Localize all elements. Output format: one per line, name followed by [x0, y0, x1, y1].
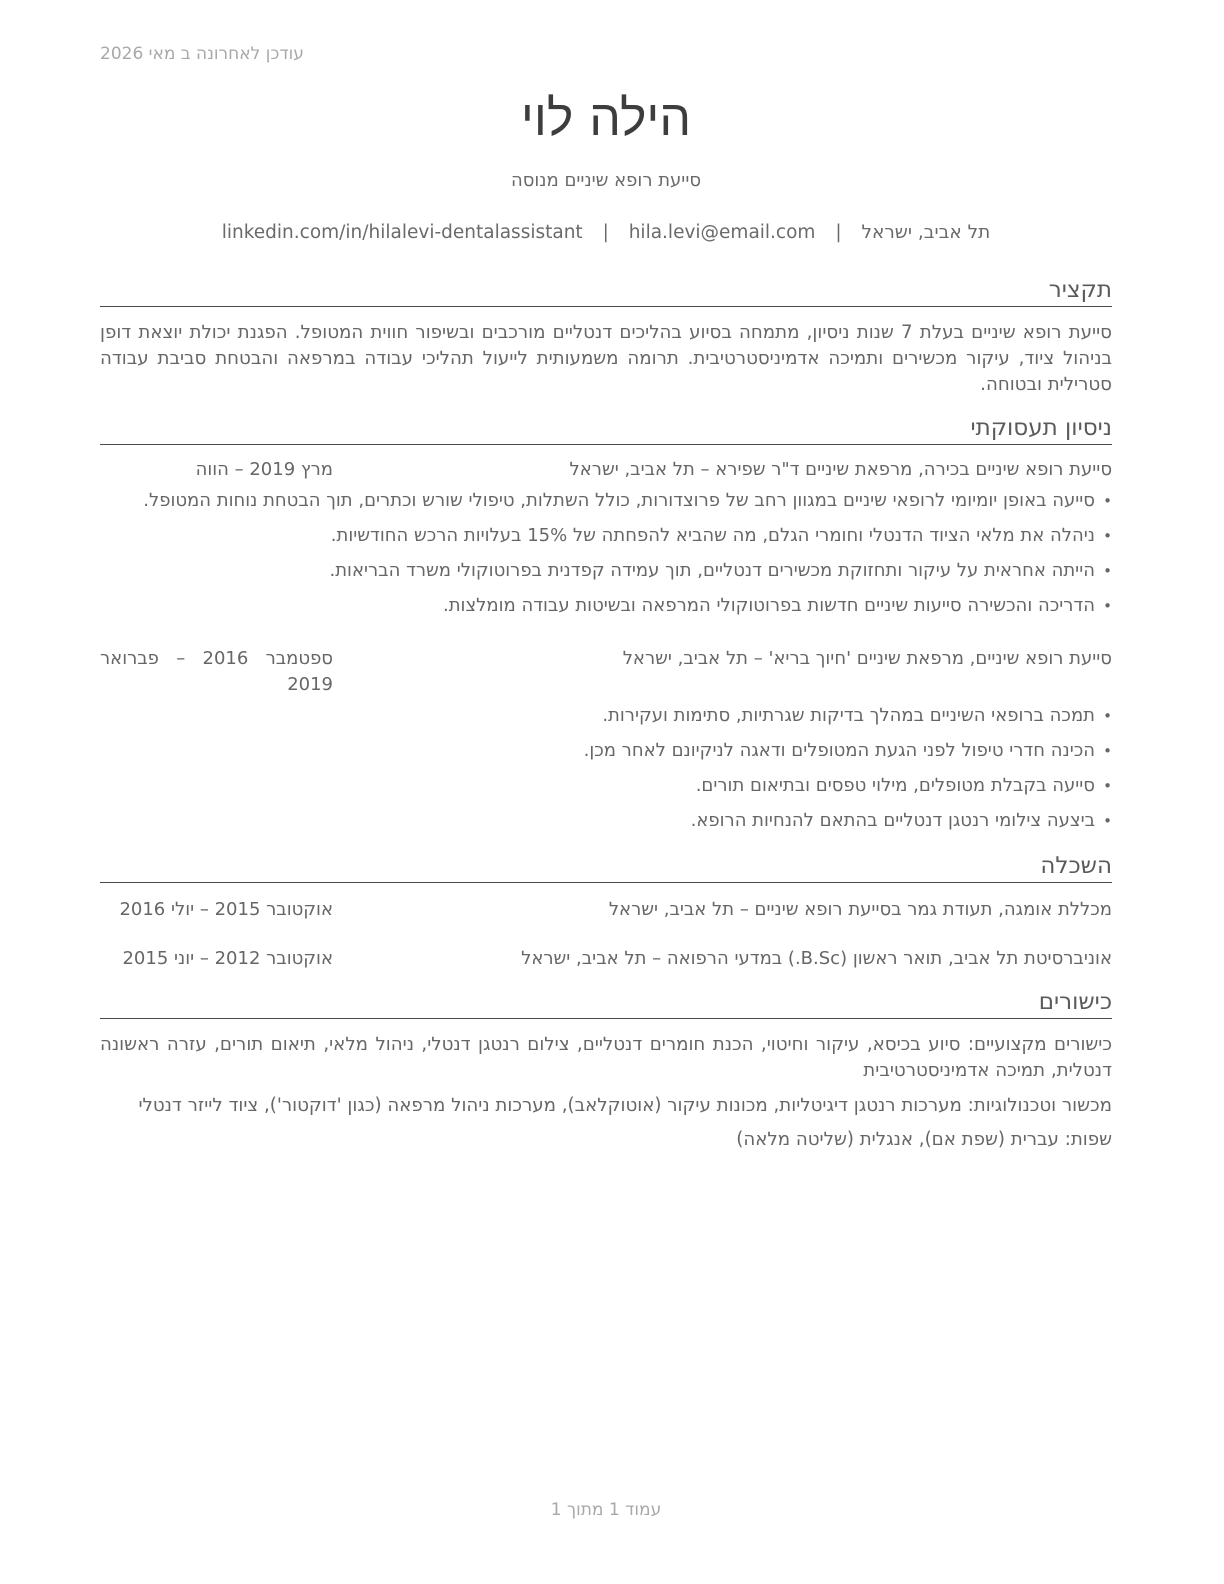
job-bullets [100, 703, 1112, 843]
contact-location: תל אביב, ישראל [861, 222, 991, 243]
skills-professional: כישורים מקצועיים: סיוע בכיסא, עיקור וחיטוי, הכנת חומרים דנטליים, צילום רנטגן דנטלי, ניהול מלאי, תיאום תורים, עזרה ראשונה דנטלית, תמיכה אדמיניסטרטיבית [100, 1034, 1112, 1081]
contact-email-link[interactable]: hila.levi@email.com [628, 222, 816, 243]
resume-page [100, 0, 1112, 1584]
candidate-headline: סייעת רופא שיניים מנוסה [510, 170, 702, 191]
skills-technology: מכשור וטכנולוגיות: מערכות רנטגן דיגיטליות, מכונות עיקור (אוטוקלאב), מערכות ניהול מרפאה (כגון 'דוקטור'), ציוד לייזר דנטלי [138, 1095, 1112, 1116]
education-text: מכללת אומגה, תעודת גמר בסייעת רופא שיניים – תל אביב, ישראל [608, 899, 1112, 920]
education-dates: אוקטובר 2015 – יולי 2016 [119, 899, 333, 920]
job-bullets [100, 488, 1112, 628]
job-bullet: • סייעה באופן יומיומי לרופאי שיניים במגוון רחב של פרוצדורות, כולל השתלות, טיפולי שורש וכתרים, תוך הבטחת נוחות המטופל. [100, 488, 1112, 523]
contact-line [100, 222, 1112, 243]
last-updated-note: עודכן לאחרונה ב מאי 2026 [100, 44, 304, 64]
skills-languages: שפות: עברית (שפת אם), אנגלית (שליטה מלאה) [736, 1129, 1112, 1150]
job-dates: מרץ 2019 – הווה [195, 459, 333, 480]
contact-linkedin-link[interactable]: linkedin.com/in/hilalevi-dentalassistant [221, 222, 583, 243]
job-bullet: • הייתה אחראית על עיקור ותחזוקת מכשירים דנטליים, תוך עמידה קפדנית בפרוטוקולי משרד הבריאות. [100, 558, 1112, 593]
candidate-name: הילה לוי [520, 89, 692, 147]
page-number: עמוד 1 מתוך 1 [550, 1500, 662, 1520]
job-bullet: • סייעה בקבלת מטופלים, מילוי טפסים ובתיאום תורים. [100, 773, 1112, 808]
section-title-skills: כישורים [100, 988, 1112, 1019]
section-title-education: השכלה [100, 852, 1112, 883]
job-bullet: • ביצעה צילומי רנטגן דנטליים בהתאם להנחיות הרופא. [100, 808, 1112, 843]
job-bullet: • ניהלה את מלאי הציוד הדנטלי וחומרי הגלם, מה שהביא להפחתה של 15% בעלויות הרכש החודשיות. [100, 523, 1112, 558]
contact-separator: | [835, 222, 842, 243]
contact-separator: | [602, 222, 609, 243]
job-dates: ספטמבר 2016 – פברואר 2019 [100, 648, 333, 695]
section-title-summary: תקציר [100, 276, 1112, 307]
education-dates: אוקטובר 2012 – יוני 2015 [122, 948, 333, 969]
summary-text: סייעת רופא שיניים בעלת 7 שנות ניסיון, מתמחה בסיוע בהליכים דנטליים מורכבים ובשיפור חווית המטופל. הפגנת יכולת יוצאת דופן בניהול ציוד, עיקור מכשירים ותמיכה אדמיניסטרטיבית. תרומה משמעותית לייעול תהליכי עבודה במרפאה והבטחת סביבת עבודה סטרילית ובטוחה. [100, 322, 1112, 395]
job-role: סייעת רופא שיניים בכירה, מרפאת שיניים ד"ר שפירא – תל אביב, ישראל [569, 459, 1112, 480]
job-role: סייעת רופא שיניים, מרפאת שיניים 'חיוך בריא' – תל אביב, ישראל [622, 648, 1112, 669]
education-text: אוניברסיטת תל אביב, תואר ראשון (B.Sc.) במדעי הרפואה – תל אביב, ישראל [521, 948, 1112, 969]
job-bullet: • הכינה חדרי טיפול לפני הגעת המטופלים ודאגה לניקיונם לאחר מכן. [100, 738, 1112, 773]
job-bullet: • הדריכה והכשירה סייעות שיניים חדשות בפרוטוקולי המרפאה ובשיטות עבודה מומלצות. [100, 593, 1112, 628]
section-title-experience: ניסיון תעסוקתי [100, 414, 1112, 445]
job-bullet: • תמכה ברופאי השיניים במהלך בדיקות שגרתיות, סתימות ועקירות. [100, 703, 1112, 738]
